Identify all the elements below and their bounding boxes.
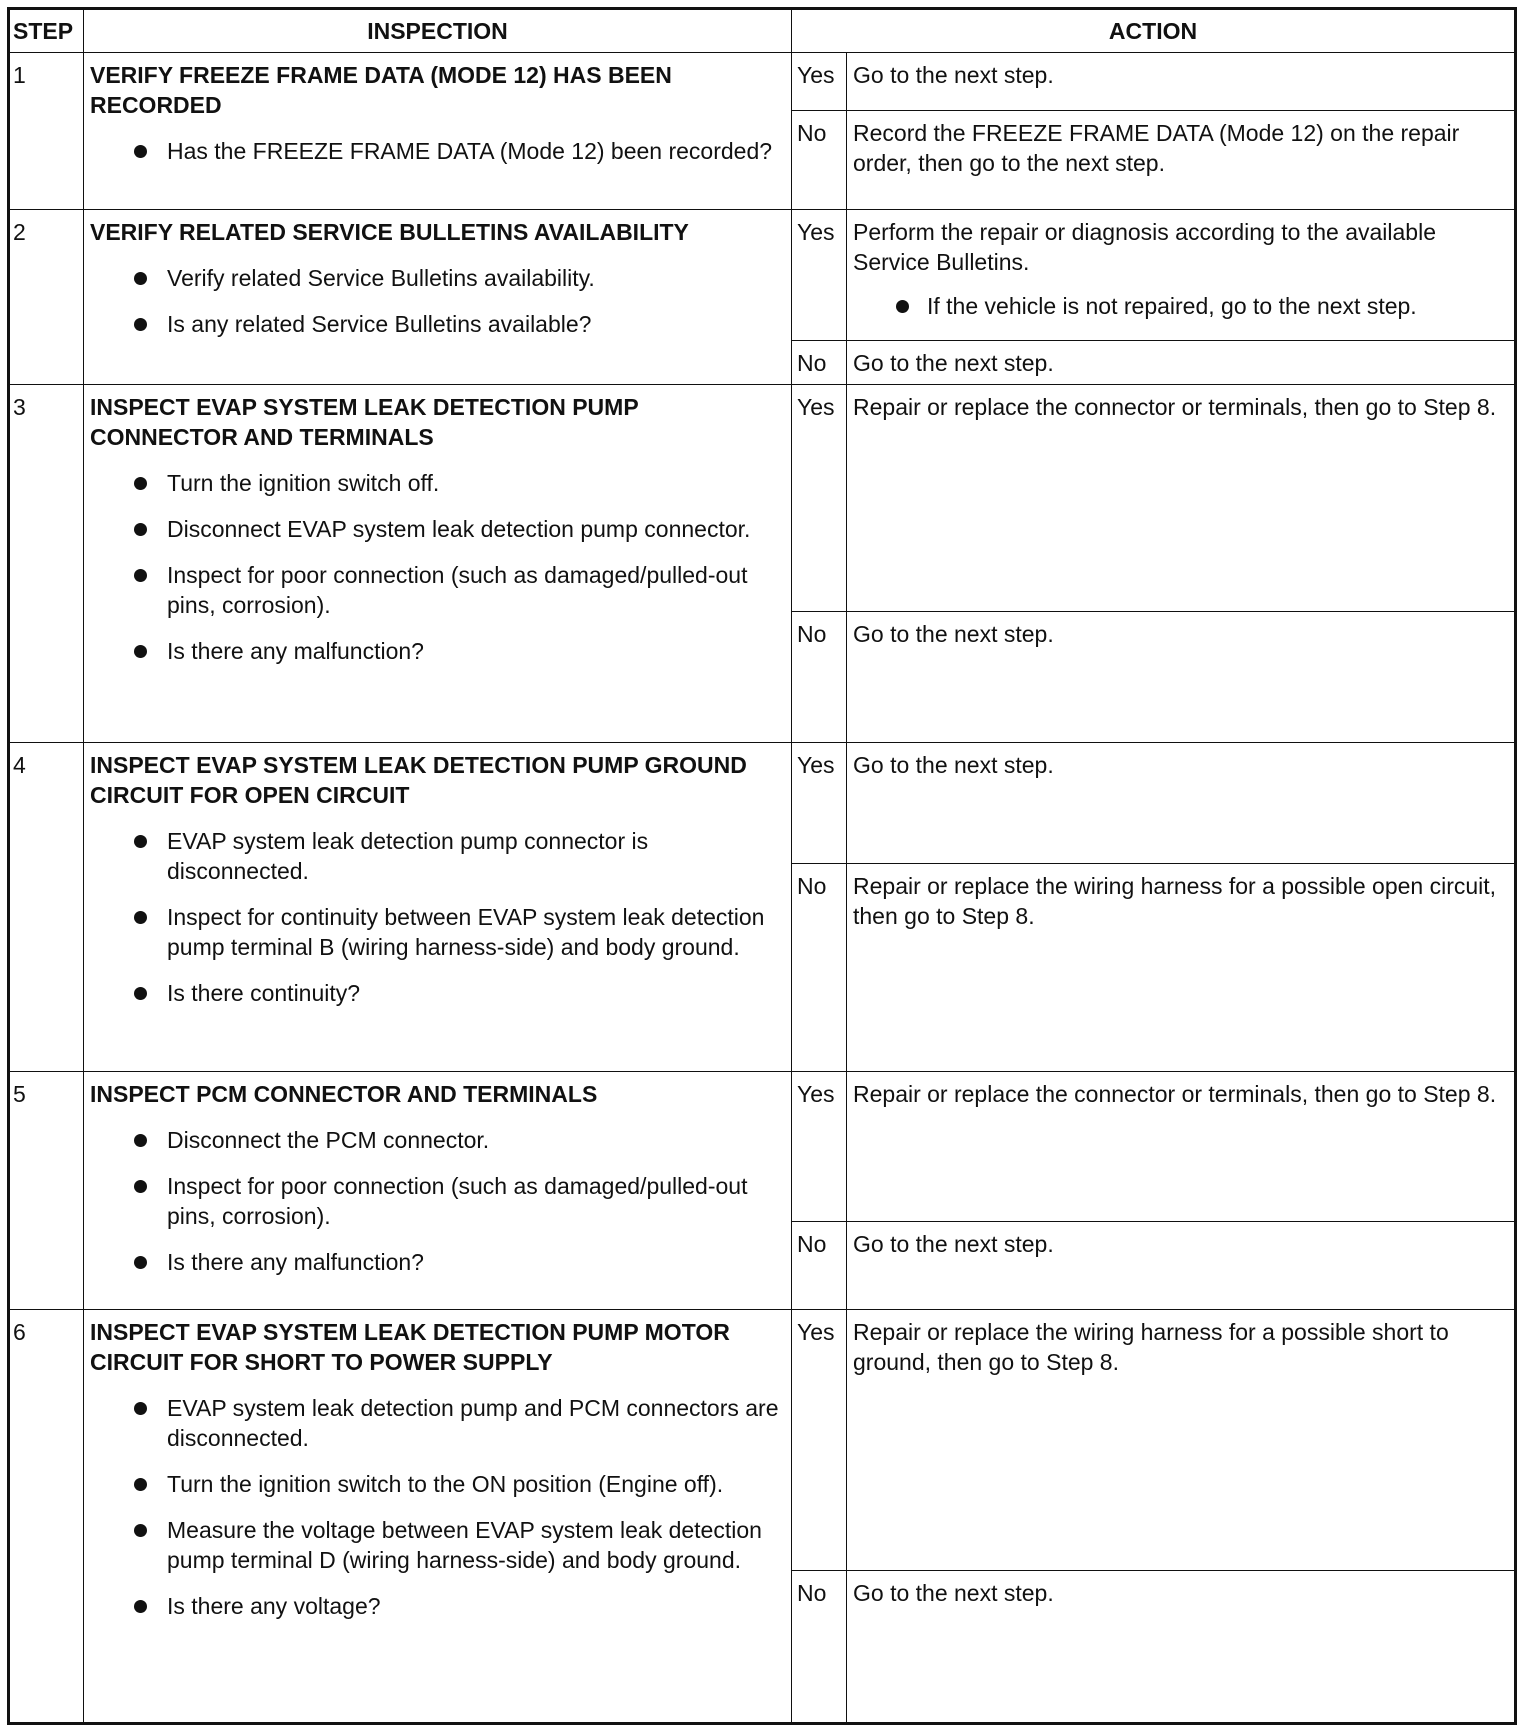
step-number: 3 [9,385,84,743]
inspection-cell [84,743,792,1072]
step-4-yes-row [9,743,1516,864]
yes-action: Go to the next step. [847,743,1516,864]
no-label: No [792,612,847,743]
inspection-item: EVAP system leak detection pump and PCM connectors are disconnected. [90,1393,785,1453]
inspection-item: Is there any malfunction? [90,636,785,666]
inspection-cell [84,1310,792,1724]
inspection-item: Is there any voltage? [90,1591,785,1621]
no-action: Record the FREEZE FRAME DATA (Mode 12) on the repair order, then go to the next step. [847,111,1516,210]
header-row [9,9,1516,53]
inspection-item: Inspect for continuity between EVAP system leak detection pump terminal B (wiring harness-side) and body ground. [90,902,785,962]
step-title: INSPECT PCM CONNECTOR AND TERMINALS [90,1081,598,1107]
yes-action: Go to the next step. [847,53,1516,111]
action-column-header: ACTION [792,9,1516,53]
step-title: INSPECT EVAP SYSTEM LEAK DETECTION PUMP MOTOR CIRCUIT FOR SHORT TO POWER SUPPLY [90,1319,730,1375]
step-1-yes-row [9,53,1516,111]
inspection-item: EVAP system leak detection pump connector is disconnected. [90,826,785,886]
no-label: No [792,864,847,1072]
inspection-list [90,263,785,339]
step-title: VERIFY FREEZE FRAME DATA (MODE 12) HAS BEEN RECORDED [90,62,672,118]
step-2-yes-row [9,210,1516,341]
step-column-header: STEP [9,9,84,53]
inspection-item: Disconnect EVAP system leak detection pump connector. [90,514,785,544]
inspection-item: Inspect for poor connection (such as damaged/pulled-out pins, corrosion). [90,1171,785,1231]
step-title: VERIFY RELATED SERVICE BULLETINS AVAILABILITY [90,219,689,245]
inspection-item: Inspect for poor connection (such as damaged/pulled-out pins, corrosion). [90,560,785,620]
step-5-yes-row [9,1072,1516,1222]
inspection-item: Measure the voltage between EVAP system leak detection pump terminal D (wiring harness-side) and body ground. [90,1515,785,1575]
inspection-list [90,826,785,1008]
yes-action: Repair or replace the wiring harness for a possible short to ground, then go to Step 8. [847,1310,1516,1571]
step-title: INSPECT EVAP SYSTEM LEAK DETECTION PUMP GROUND CIRCUIT FOR OPEN CIRCUIT [90,752,747,808]
yes-label: Yes [792,53,847,111]
diagnostic-procedure-table [7,7,1517,1725]
inspection-item: Is any related Service Bulletins available? [90,309,785,339]
no-label: No [792,1222,847,1310]
step-number: 4 [9,743,84,1072]
no-label: No [792,341,847,385]
yes-label: Yes [792,385,847,612]
step-6-yes-row [9,1310,1516,1571]
inspection-cell [84,1072,792,1310]
step-number: 2 [9,210,84,385]
yes-label: Yes [792,1072,847,1222]
inspection-cell [84,53,792,210]
inspection-list [90,1125,785,1277]
yes-action: Perform the repair or diagnosis according to the available Service Bulletins. [853,219,1436,275]
inspection-item: Turn the ignition switch off. [90,468,785,498]
no-action: Repair or replace the wiring harness for a possible open circuit, then go to Step 8. [847,864,1516,1072]
inspection-item: Is there continuity? [90,978,785,1008]
inspection-item: Is there any malfunction? [90,1247,785,1277]
no-action: Go to the next step. [847,612,1516,743]
step-number: 1 [9,53,84,210]
inspection-list [90,136,785,166]
no-action: Go to the next step. [847,341,1516,385]
inspection-column-header: INSPECTION [84,9,792,53]
step-title: INSPECT EVAP SYSTEM LEAK DETECTION PUMP CONNECTOR AND TERMINALS [90,394,639,450]
yes-label: Yes [792,210,847,341]
inspection-cell [84,385,792,743]
yes-action: Repair or replace the connector or terminals, then go to Step 8. [847,385,1516,612]
inspection-cell [84,210,792,385]
action-item: If the vehicle is not repaired, go to the next step. [853,291,1508,321]
inspection-item: Has the FREEZE FRAME DATA (Mode 12) been recorded? [90,136,785,166]
no-action: Go to the next step. [847,1222,1516,1310]
yes-action-cell [847,210,1516,341]
action-list [853,291,1508,321]
yes-label: Yes [792,1310,847,1571]
inspection-item: Turn the ignition switch to the ON position (Engine off). [90,1469,785,1499]
no-label: No [792,111,847,210]
yes-label: Yes [792,743,847,864]
step-number: 6 [9,1310,84,1724]
step-3-yes-row [9,385,1516,612]
no-label: No [792,1571,847,1724]
no-action: Go to the next step. [847,1571,1516,1724]
inspection-item: Disconnect the PCM connector. [90,1125,785,1155]
step-number: 5 [9,1072,84,1310]
yes-action: Repair or replace the connector or terminals, then go to Step 8. [847,1072,1516,1222]
inspection-list [90,1393,785,1621]
inspection-item: Verify related Service Bulletins availability. [90,263,785,293]
inspection-list [90,468,785,666]
